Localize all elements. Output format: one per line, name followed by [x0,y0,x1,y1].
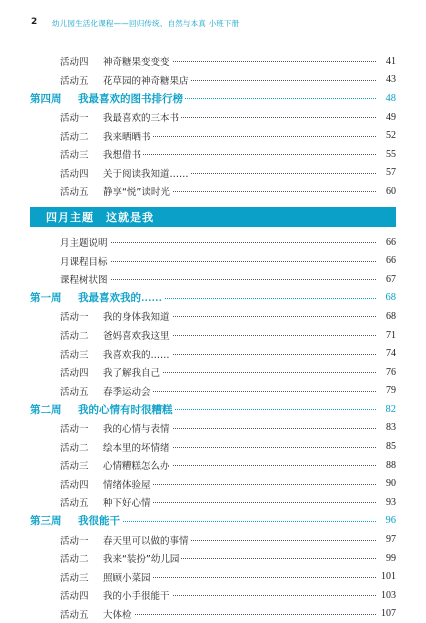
entry-page: 85 [383,441,396,452]
entry-title: 绘本里的坏情绪 [103,440,172,454]
entry-page: 107 [378,608,396,619]
toc-entry[interactable] [0,382,426,401]
entry-title: 花草园的神奇糖果店 [103,73,191,87]
week-heading[interactable] [0,400,426,419]
entry-page: 88 [383,460,396,471]
week-label: 第三周 [30,516,62,528]
entry-label: 活动二 [60,331,89,343]
entry-label: 活动三 [60,572,89,584]
month-theme-banner[interactable] [30,207,396,227]
entry-title: 月主题说明 [60,235,110,249]
entry-page: 55 [383,149,396,160]
month-theme-title: 四月主题 这就是我 [46,210,154,224]
entry-label: 活动三 [60,150,89,162]
entry-label: 活动四 [60,57,89,69]
toc-entry[interactable] [0,233,426,252]
entry-title: 春天里可以做的事情 [103,533,191,547]
dot-leader [103,154,376,155]
entry-page: 99 [383,553,396,564]
week-label: 第一周 [30,293,62,305]
entry-label: 活动五 [60,498,89,510]
toc-entry[interactable] [0,126,426,145]
entry-page: 83 [383,422,396,433]
entry-page: 49 [383,112,396,123]
entry-page: 66 [383,255,396,266]
entry-title: 种下好心情 [103,495,153,509]
toc-entry[interactable] [0,307,426,326]
entry-title: 我来晒晒书 [103,129,153,143]
entry-page: 52 [383,130,396,141]
week-title: 我最喜欢的图书排行榜 [78,91,185,106]
entry-label: 活动五 [60,609,89,621]
entry-label: 活动三 [60,349,89,361]
toc-entry[interactable] [0,71,426,90]
entry-title: 情绪体验屋 [103,477,153,491]
entry-label: 活动四 [60,368,89,380]
toc-entry[interactable] [0,493,426,512]
entry-title: 我喜欢我的…… [103,347,172,361]
entry-title: 爸妈喜欢我这里 [103,328,172,342]
dot-leader [103,614,376,615]
entry-title: 我想借书 [103,147,143,161]
toc-entry[interactable] [0,549,426,568]
entry-page: 93 [383,497,396,508]
entry-label: 活动五 [60,75,89,87]
toc-entry[interactable] [0,108,426,127]
entry-title: 我了解我自己 [103,365,162,379]
entry-label: 活动四 [60,168,89,180]
entry-page: 41 [383,56,396,67]
entry-label: 活动一 [60,423,89,435]
week-title: 我最喜欢我的…… [78,290,164,305]
entry-title: 神奇糖果变变变 [103,54,172,68]
toc-entry[interactable] [0,605,426,623]
entry-title: 静享“悦”读时光 [103,184,172,198]
entry-title: 我最喜欢的三本书 [103,110,181,124]
week-title: 我的心情有时很糟糕 [78,402,175,417]
running-title: 幼儿园生活化课程——回归传统、自然与本真 小班下册 [52,19,240,28]
entry-label: 活动三 [60,461,89,473]
entry-title: 我的心情与表情 [103,421,172,435]
entry-page: 79 [383,385,396,396]
toc-entry[interactable] [0,52,426,71]
toc-entry[interactable] [0,164,426,183]
entry-page: 103 [378,590,396,601]
entry-label: 活动二 [60,442,89,454]
week-heading[interactable] [0,289,426,308]
entry-page: 68 [383,311,396,322]
entry-page: 43 [383,74,396,85]
toc-entry[interactable] [0,326,426,345]
toc-entry[interactable] [0,182,426,201]
week-page: 82 [383,404,397,415]
toc-entry[interactable] [0,586,426,605]
entry-label: 活动二 [60,131,89,143]
entry-label: 活动五 [60,386,89,398]
entry-page: 67 [383,274,396,285]
week-page: 68 [383,292,397,303]
entry-label: 活动四 [60,479,89,491]
entry-label: 活动一 [60,113,89,125]
week-page: 48 [383,93,397,104]
toc-entry[interactable] [0,363,426,382]
entry-title: 心情糟糕怎么办 [103,458,172,472]
entry-title: 我的小手很能干 [103,588,172,602]
entry-label: 活动四 [60,591,89,603]
entry-label: 活动一 [60,312,89,324]
entry-page: 101 [378,571,396,582]
entry-page: 60 [383,186,396,197]
entry-page: 90 [383,478,396,489]
entry-title: 课程树状图 [60,272,110,286]
week-heading[interactable] [0,89,426,108]
toc-entry[interactable] [0,437,426,456]
toc-entry[interactable] [0,251,426,270]
entry-title: 大体检 [103,607,134,621]
toc-entry[interactable] [0,530,426,549]
toc-entry[interactable] [0,419,426,438]
toc-entry[interactable] [0,456,426,475]
toc-entry[interactable] [0,567,426,586]
entry-page: 97 [383,534,396,545]
toc-entry[interactable] [0,344,426,363]
entry-page: 74 [383,348,396,359]
page-header [0,0,426,38]
entry-title: 我的身体我知道 [103,309,172,323]
week-label: 第四周 [30,93,62,105]
entry-label: 活动二 [60,554,89,566]
entry-title: 照顾小菜园 [103,570,153,584]
toc-entry[interactable] [0,145,426,164]
toc-entry[interactable] [0,270,426,289]
entry-page: 71 [383,330,396,341]
table-of-contents [0,52,426,623]
week-heading[interactable] [0,512,426,531]
week-label: 第二周 [30,404,62,416]
dot-leader [78,521,376,522]
entry-title: 关于阅读我知道…… [103,166,191,180]
entry-page: 76 [383,367,396,378]
entry-page: 57 [383,167,396,178]
week-page: 96 [383,515,397,526]
week-title: 我很能干 [78,513,122,528]
entry-title: 我来“装扮”幼儿园 [103,551,181,565]
entry-label: 活动五 [60,187,89,199]
entry-title: 春季运动会 [103,384,153,398]
toc-entry[interactable] [0,474,426,493]
entry-page: 66 [383,237,396,248]
entry-label: 活动一 [60,535,89,547]
entry-title: 月课程目标 [60,254,110,268]
page-number: 2 [31,17,38,27]
